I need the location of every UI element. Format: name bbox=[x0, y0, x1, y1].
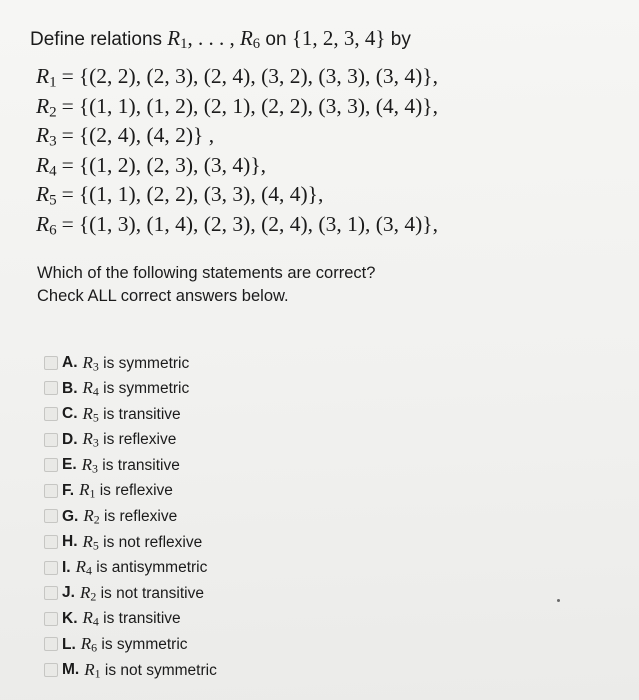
relation-symbol: $R_3$ bbox=[36, 123, 57, 150]
option-letter: A. bbox=[62, 354, 78, 371]
option-letter: D. bbox=[62, 430, 78, 448]
answer-option-m[interactable] bbox=[44, 657, 217, 683]
equals-sign: = bbox=[61, 123, 74, 147]
option-letter: G. bbox=[62, 507, 79, 525]
option-letter: E. bbox=[62, 456, 77, 474]
option-text: $R_4$ is transitive bbox=[82, 608, 181, 630]
option-text: $R_1$ is reflexive bbox=[79, 480, 173, 502]
option-text: $R_4$ is antisymmetric bbox=[75, 557, 208, 578]
relation-symbol: $R_1$ bbox=[36, 64, 57, 91]
option-text: $R_3$ is symmetric bbox=[82, 352, 190, 374]
relation-symbol: $R_6$ bbox=[36, 211, 57, 238]
checkbox[interactable] bbox=[44, 561, 58, 575]
option-letter: C. bbox=[62, 405, 78, 423]
question-line: Which of the following statements are correct? bbox=[37, 264, 376, 282]
option-letter: B. bbox=[62, 379, 78, 397]
option-letter: I. bbox=[62, 558, 71, 576]
option-text: $R_6$ is symmetric bbox=[80, 634, 188, 655]
checkbox[interactable] bbox=[44, 356, 58, 370]
option-letter: L. bbox=[62, 635, 76, 653]
relation-pairs: {(2, 4), (4, 2)} , bbox=[78, 123, 215, 147]
checkbox[interactable] bbox=[44, 586, 58, 600]
option-letter: J. bbox=[62, 584, 75, 602]
intro-last-relation: $R_6$ bbox=[239, 26, 261, 53]
intro-first-relation: $R_1$ bbox=[167, 26, 188, 53]
checkbox[interactable] bbox=[44, 407, 58, 421]
checkbox[interactable] bbox=[44, 458, 58, 472]
checkbox[interactable] bbox=[44, 612, 58, 626]
checkbox[interactable] bbox=[44, 663, 58, 677]
relation-symbol: $R_5$ bbox=[36, 182, 57, 209]
equals-sign: = bbox=[61, 93, 74, 118]
question-prompt bbox=[37, 262, 375, 308]
answer-option-f[interactable] bbox=[44, 478, 217, 504]
checkbox[interactable] bbox=[44, 433, 58, 447]
answer-option-l[interactable] bbox=[44, 632, 217, 658]
checkbox[interactable] bbox=[44, 484, 58, 498]
equals-sign: = bbox=[61, 64, 74, 88]
option-text: $R_1$ is not symmetric bbox=[84, 659, 217, 681]
option-text: $R_5$ is not reflexive bbox=[82, 531, 203, 553]
answer-options bbox=[44, 350, 217, 683]
option-letter: H. bbox=[62, 533, 78, 551]
answer-option-e[interactable] bbox=[44, 452, 217, 478]
option-text: $R_2$ is not transitive bbox=[79, 582, 204, 604]
problem-intro bbox=[30, 26, 411, 51]
relation-symbol: $R_4$ bbox=[36, 152, 57, 179]
checkbox[interactable] bbox=[44, 381, 58, 395]
intro-domain-set: {1, 2, 3, 4} bbox=[291, 26, 386, 50]
relation-pairs: {(1, 3), (1, 4), (2, 3), (2, 4), (3, 1), (3, 4)}, bbox=[78, 211, 438, 236]
option-text: $R_3$ is reflexive bbox=[82, 429, 177, 450]
answer-option-c[interactable] bbox=[44, 401, 217, 427]
option-letter: M. bbox=[62, 661, 80, 679]
relation-pairs: {(1, 2), (2, 3), (3, 4)}, bbox=[78, 152, 267, 177]
relation-pairs: {(2, 2), (2, 3), (2, 4), (3, 2), (3, 3), (3, 4)}, bbox=[78, 64, 438, 88]
option-text: $R_4$ is symmetric bbox=[82, 378, 190, 399]
intro-ellipsis: , . . . , bbox=[187, 26, 240, 50]
option-text: $R_3$ is transitive bbox=[81, 454, 180, 476]
relation-definition bbox=[36, 210, 438, 240]
option-letter: F. bbox=[62, 481, 75, 499]
intro-text-on: on bbox=[260, 29, 292, 50]
answer-option-g[interactable] bbox=[44, 504, 217, 530]
intro-text-by: by bbox=[385, 29, 411, 50]
equals-sign: = bbox=[61, 152, 74, 177]
relation-definitions bbox=[36, 62, 438, 239]
relation-symbol: $R_2$ bbox=[36, 93, 57, 120]
relation-definition bbox=[36, 92, 438, 122]
relation-definition bbox=[36, 180, 438, 210]
intro-text-before: Define relations bbox=[30, 29, 168, 50]
answer-option-a[interactable] bbox=[44, 350, 217, 376]
checkbox[interactable] bbox=[44, 535, 58, 549]
checkbox[interactable] bbox=[44, 637, 58, 651]
relation-definition bbox=[36, 151, 438, 181]
answer-option-i[interactable] bbox=[44, 555, 217, 581]
answer-option-d[interactable] bbox=[44, 427, 217, 453]
answer-option-k[interactable] bbox=[44, 606, 217, 632]
equals-sign: = bbox=[61, 211, 74, 236]
instruction-line: Check ALL correct answers below. bbox=[37, 287, 289, 305]
option-text: $R_2$ is reflexive bbox=[83, 506, 178, 527]
equals-sign: = bbox=[61, 182, 74, 206]
option-letter: K. bbox=[62, 609, 78, 627]
answer-option-j[interactable] bbox=[44, 580, 217, 606]
relation-pairs: {(1, 1), (2, 2), (3, 3), (4, 4)}, bbox=[78, 182, 324, 206]
option-text: $R_5$ is transitive bbox=[82, 403, 181, 425]
relation-definition bbox=[36, 121, 438, 151]
answer-option-b[interactable] bbox=[44, 376, 217, 402]
checkbox[interactable] bbox=[44, 509, 58, 523]
relation-pairs: {(1, 1), (1, 2), (2, 1), (2, 2), (3, 3), (4, 4)}, bbox=[78, 93, 438, 118]
relation-definition bbox=[36, 62, 438, 92]
stray-dot bbox=[557, 599, 560, 602]
answer-option-h[interactable] bbox=[44, 529, 217, 555]
